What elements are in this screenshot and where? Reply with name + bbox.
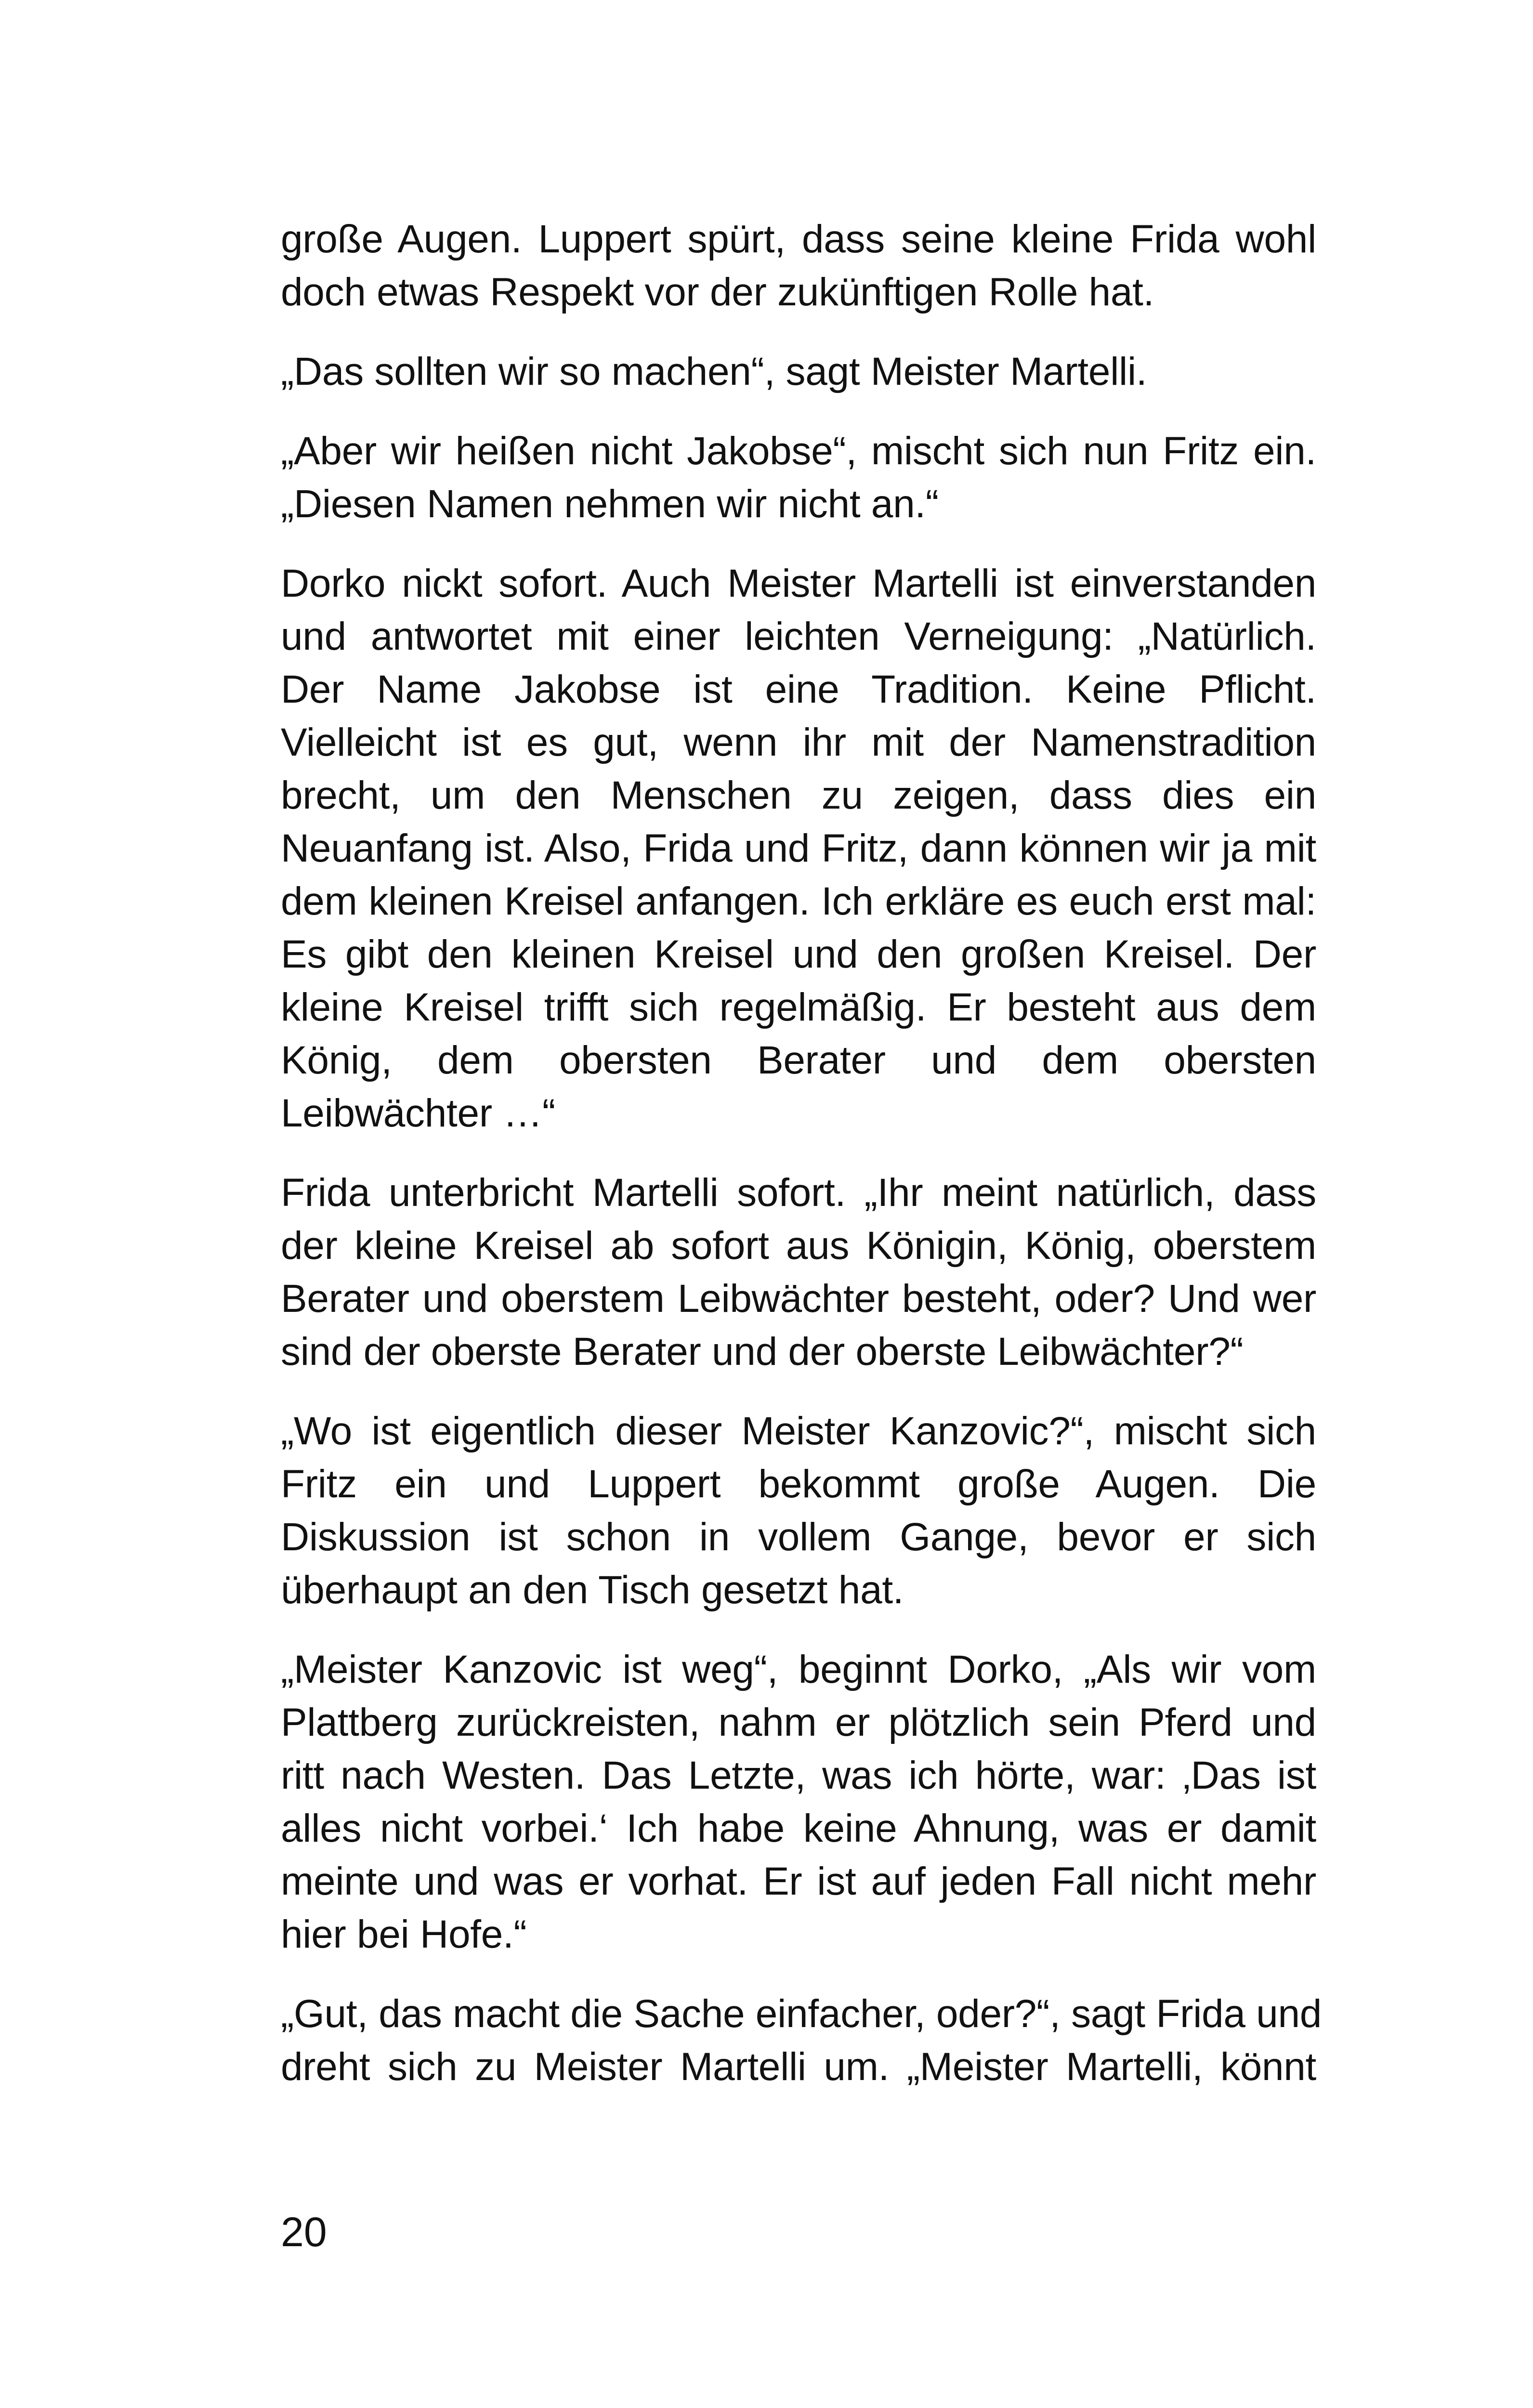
- text-line: hier bei Hofe.“: [281, 1912, 527, 1956]
- text-line: „Gut, das macht die Sache einfacher, oder?“, sagt Frida und: [281, 1992, 1322, 2036]
- text-line: „Das sollten wir so machen“, sagt Meister Martelli.: [281, 350, 1147, 393]
- text-line: Fritz ein und Luppert bekommt große Augen. Die: [281, 1462, 1316, 1506]
- text-line: Dorko nickt sofort. Auch Meister Martelli ist einverstanden: [281, 562, 1316, 605]
- text-line: kleine Kreisel trifft sich regelmäßig. Er besteht aus dem: [281, 985, 1316, 1029]
- text-line: Berater und oberstem Leibwächter besteht, oder? Und wer: [281, 1277, 1316, 1321]
- text-line: „Meister Kanzovic ist weg“, beginnt Dorko, „Als wir vom: [281, 1648, 1316, 1691]
- text-line: und antwortet mit einer leichten Verneigung: „Natürlich.: [281, 615, 1316, 658]
- text-line: dreht sich zu Meister Martelli um. „Meister Martelli, könnt: [281, 2045, 1316, 2089]
- text-line: Plattberg zurückreisten, nahm er plötzlich sein Pferd und: [281, 1701, 1316, 1744]
- text-line: Vielleicht ist es gut, wenn ihr mit der Namenstradition: [281, 720, 1316, 764]
- text-line: dem kleinen Kreisel anfangen. Ich erkläre es euch erst mal:: [281, 879, 1316, 923]
- text-line: brecht, um den Menschen zu zeigen, dass dies ein: [281, 773, 1316, 817]
- text-line: Diskussion ist schon in vollem Gange, bevor er sich: [281, 1515, 1316, 1559]
- paragraph: [281, 1643, 1316, 1961]
- paragraph: [281, 425, 1316, 531]
- text-line: alles nicht vorbei.‘ Ich habe keine Ahnung, was er damit: [281, 1806, 1316, 1850]
- paragraph: [281, 1988, 1322, 2094]
- text-line: Der Name Jakobse ist eine Tradition. Keine Pflicht.: [281, 667, 1316, 711]
- paragraph: [281, 213, 1316, 319]
- text-line: „Diesen Namen nehmen wir nicht an.“: [281, 482, 939, 526]
- text-line: Neuanfang ist. Also, Frida und Fritz, dann können wir ja mit: [281, 826, 1316, 870]
- text-line: meinte und was er vorhat. Er ist auf jeden Fall nicht mehr: [281, 1859, 1316, 1903]
- paragraph: [281, 557, 1316, 1140]
- paragraph: [281, 1166, 1316, 1378]
- text-line: sind der oberste Berater und der oberste Leibwächter?“: [281, 1330, 1244, 1374]
- text-line: der kleine Kreisel ab sofort aus Königin, König, oberstem: [281, 1224, 1316, 1268]
- text-line: Es gibt den kleinen Kreisel und den großen Kreisel. Der: [281, 932, 1316, 976]
- text-line: „Wo ist eigentlich dieser Meister Kanzovic?“, mischt sich: [281, 1409, 1316, 1453]
- paragraph: [281, 1405, 1316, 1617]
- page-number: 20: [281, 2209, 327, 2255]
- text-line: überhaupt an den Tisch gesetzt hat.: [281, 1568, 904, 1612]
- body-text: [281, 213, 1322, 2120]
- text-line: Leibwächter …“: [281, 1091, 556, 1135]
- text-line: „Aber wir heißen nicht Jakobse“, mischt sich nun Fritz ein.: [281, 429, 1316, 473]
- text-line: Frida unterbricht Martelli sofort. „Ihr meint natürlich, dass: [281, 1171, 1316, 1215]
- text-line: doch etwas Respekt vor der zukünftigen Rolle hat.: [281, 270, 1154, 314]
- text-line: König, dem obersten Berater und dem obersten: [281, 1038, 1316, 1082]
- text-line: ritt nach Westen. Das Letzte, was ich hörte, war: ‚Das ist: [281, 1754, 1316, 1797]
- paragraph: [281, 345, 1316, 398]
- text-line: große Augen. Luppert spürt, dass seine kleine Frida wohl: [281, 217, 1316, 261]
